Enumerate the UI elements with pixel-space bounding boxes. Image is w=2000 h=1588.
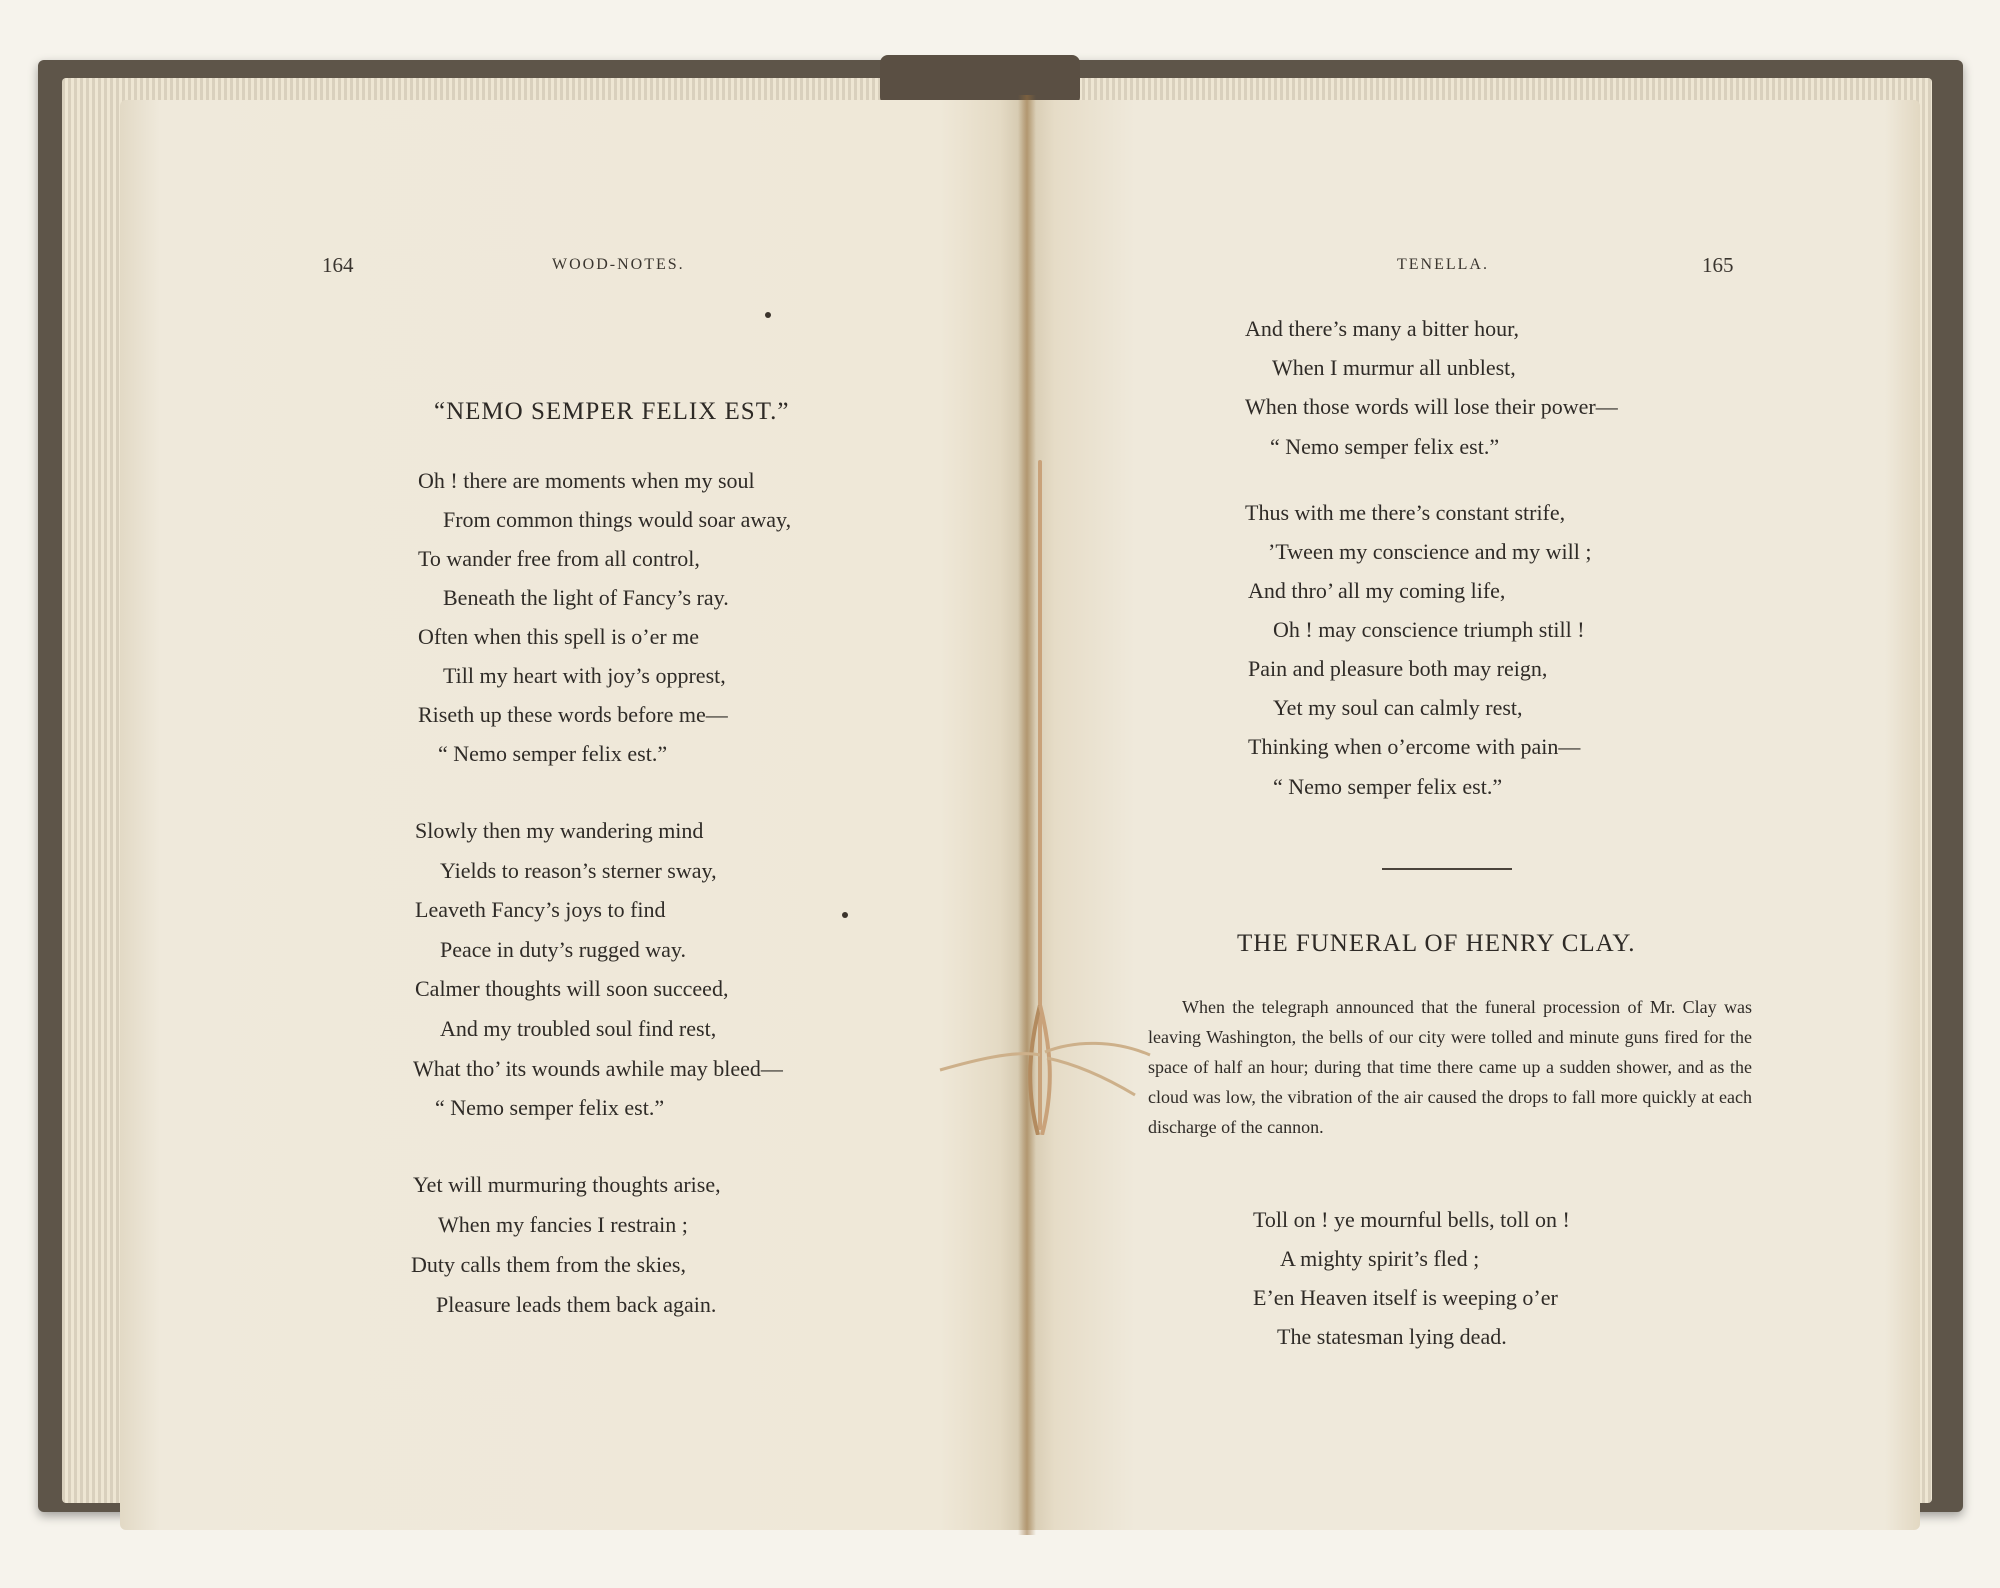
poem-line: When I murmur all unblest, bbox=[1272, 355, 1516, 380]
paper-speck bbox=[765, 312, 771, 318]
right-page bbox=[1025, 100, 1920, 1530]
poem-line: Riseth up these words before me— bbox=[418, 702, 728, 727]
paper-speck bbox=[842, 912, 848, 918]
section-title: THE FUNERAL OF HENRY CLAY. bbox=[1237, 930, 1636, 957]
poem-line: “ Nemo semper felix est.” bbox=[435, 1095, 665, 1120]
poem-line: Leaveth Fancy’s joys to find bbox=[415, 897, 666, 922]
poem-line: From common things would soar away, bbox=[443, 507, 792, 532]
string-tails bbox=[935, 1010, 1165, 1100]
poem-line: “ Nemo semper felix est.” bbox=[438, 741, 668, 766]
page-number-left: 164 bbox=[322, 253, 354, 277]
poem-line: “ Nemo semper felix est.” bbox=[1273, 774, 1503, 799]
poem-title: “NEMO SEMPER FELIX EST.” bbox=[434, 398, 790, 425]
poem-line: Oh ! there are moments when my soul bbox=[418, 468, 755, 493]
poem-line: To wander free from all control, bbox=[418, 546, 700, 571]
poem-line: Slowly then my wandering mind bbox=[415, 818, 704, 843]
poem-line: The statesman lying dead. bbox=[1277, 1324, 1507, 1349]
poem-line: Often when this spell is o’er me bbox=[418, 624, 700, 649]
poem-line: Yields to reason’s sterner sway, bbox=[440, 858, 717, 883]
poem-line: Yet my soul can calmly rest, bbox=[1273, 695, 1523, 720]
poem-line: When my fancies I restrain ; bbox=[438, 1212, 688, 1237]
spine-top bbox=[880, 55, 1080, 105]
poem-line: Pleasure leads them back again. bbox=[436, 1292, 717, 1317]
poem-line: “ Nemo semper felix est.” bbox=[1270, 434, 1500, 459]
poem-line: Pain and pleasure both may reign, bbox=[1248, 656, 1548, 681]
poem-line: Peace in duty’s rugged way. bbox=[440, 937, 687, 962]
poem-line: Oh ! may conscience triumph still ! bbox=[1273, 617, 1585, 642]
poem-line: Beneath the light of Fancy’s ray. bbox=[443, 585, 729, 610]
poem-line: And thro’ all my coming life, bbox=[1248, 578, 1506, 603]
poem-line: Till my heart with joy’s opprest, bbox=[443, 663, 726, 688]
poem-line: Yet will murmuring thoughts arise, bbox=[413, 1172, 721, 1197]
poem-line: Thus with me there’s constant strife, bbox=[1245, 500, 1566, 525]
poem-line: ’Tween my conscience and my will ; bbox=[1268, 539, 1592, 564]
book-gutter bbox=[1018, 95, 1036, 1535]
poem-line: What tho’ its wounds awhile may bleed— bbox=[413, 1056, 783, 1081]
poem-line: And my troubled soul find rest, bbox=[440, 1016, 717, 1041]
page-number-right: 165 bbox=[1702, 253, 1734, 277]
section-rule bbox=[1382, 868, 1512, 870]
poem-line: When those words will lose their power— bbox=[1245, 394, 1618, 419]
poem-line: Calmer thoughts will soon succeed, bbox=[415, 976, 729, 1001]
poem-line: Thinking when o’ercome with pain— bbox=[1248, 734, 1581, 759]
poem-line: E’en Heaven itself is weeping o’er bbox=[1253, 1285, 1558, 1310]
poem-line: A mighty spirit’s fled ; bbox=[1280, 1246, 1480, 1271]
prose-paragraph: When the telegraph announced that the funeral procession of Mr. Clay was leaving Washington, the bells of our city were tolled and minute guns fired for the space of half an hour; during that time there came up a sudden shower, and as the cloud was low, the vibration of the air caused the drops to fall more quickly at each discharge of the cannon. bbox=[1148, 997, 1752, 1137]
running-head-right: TENELLA. bbox=[1397, 256, 1489, 273]
poem-line: Duty calls them from the skies, bbox=[411, 1252, 686, 1277]
poem-line: And there’s many a bitter hour, bbox=[1245, 316, 1520, 341]
poem-line: Toll on ! ye mournful bells, toll on ! bbox=[1253, 1207, 1570, 1232]
running-head-left: WOOD-NOTES. bbox=[552, 256, 685, 273]
